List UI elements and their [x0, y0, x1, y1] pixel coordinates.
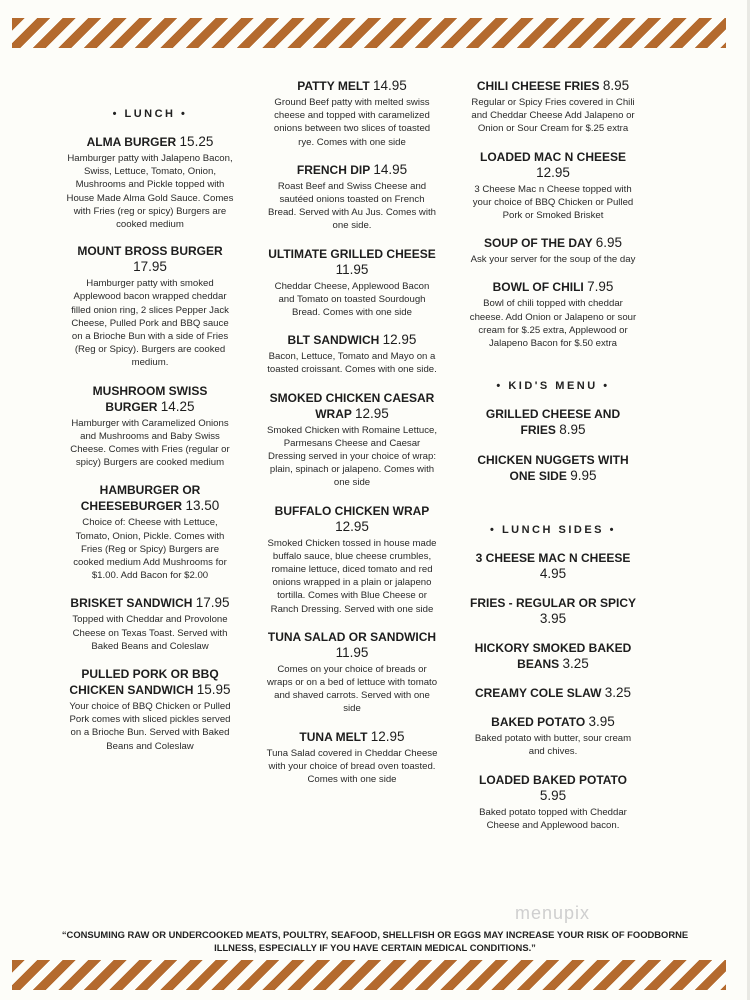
- menu-item: [468, 640, 638, 672]
- item-price: 3.25: [604, 685, 632, 701]
- menu-item: [66, 243, 234, 369]
- lunch-section-title: • LUNCH •: [112, 108, 188, 120]
- item-name: ULTIMATE GRILLED CHEESE: [268, 246, 436, 261]
- item-description: Topped with Cheddar and Provolone Cheese on Texas Toast. Served with Baked Beans and Coleslaw: [72, 614, 228, 652]
- item-description: Bacon, Lettuce, Tomato and Mayo on a toasted croissant. Comes with one side.: [267, 351, 437, 376]
- food-safety-warning: “CONSUMING RAW OR UNDERCOOKED MEATS, POULTRY, SEAFOOD, SHELLFISH OR EGGS MAY INCREASE YOUR RISK OF FOODBORNE ILLNESS, ESPECIALLY IF YOU HAVE CERTAIN MEDICAL CONDITIONS.”: [61, 929, 689, 953]
- item-description: Ask your server for the soup of the day: [470, 254, 636, 266]
- item-name: ALMA BURGER: [86, 135, 177, 149]
- item-description: Smoked Chicken with Romaine Lettuce, Parmesans Cheese and Caesar Dressing served in your choice of wrap: plain, spinach or jalapeno. Comes with one side: [266, 424, 438, 489]
- item-name: SMOKED CHICKEN CAESAR WRAP: [269, 390, 435, 421]
- menu-item: [468, 685, 638, 701]
- item-name: BUFFALO CHICKEN WRAP: [274, 503, 430, 518]
- item-description: Roast Beef and Swiss Cheese and sautéed onions toasted on French Bread. Served with Au Jus. Comes with one side.: [268, 180, 436, 232]
- bottom-stripe-border: [12, 960, 726, 990]
- item-name: PULLED PORK OR BBQ CHICKEN SANDWICH: [69, 667, 219, 698]
- item-name: MUSHROOM SWISS BURGER: [92, 383, 208, 414]
- item-description: Tuna Salad covered in Cheddar Cheese with your choice of bread oven toasted. Comes with one side: [266, 747, 438, 786]
- item-name: BLT SANDWICH: [287, 333, 380, 348]
- item-price: 14.25: [160, 398, 195, 414]
- appetizer-column: [468, 78, 638, 845]
- item-price: 15.95: [196, 682, 231, 698]
- item-name: BOWL OF CHILI: [492, 280, 584, 295]
- item-price: 12.95: [355, 405, 389, 421]
- item-price: 12.95: [370, 728, 405, 744]
- menu-item: [66, 666, 234, 753]
- item-description: 3 Cheese Mac n Cheese topped with your choice of BBQ Chicken or Pulled Pork or Smoked Brisket: [472, 183, 634, 222]
- menu-item: [266, 246, 438, 320]
- item-price: 14.95: [373, 161, 408, 177]
- item-name: BRISKET SANDWICH: [70, 596, 193, 611]
- item-name: LOADED BAKED POTATO: [478, 772, 627, 787]
- menu-item: [66, 595, 234, 653]
- item-price: 8.95: [602, 78, 630, 93]
- item-price: 13.50: [185, 498, 220, 514]
- item-name: LOADED MAC N CHEESE: [479, 149, 626, 164]
- item-name: HICKORY SMOKED BAKED BEANS: [474, 641, 632, 672]
- menu-item: [66, 482, 234, 582]
- kids-section-title: • KID'S MENU •: [496, 380, 610, 393]
- menu-item: [468, 452, 638, 484]
- menupix-watermark: menupix: [515, 903, 591, 923]
- menu-item: [468, 550, 638, 582]
- item-description: Bowl of chili topped with cheddar cheese. Add Onion or Jalapeno or sour cream for $.25 extra, Applewood or Jalapeno Bacon for $.50 extra: [469, 298, 637, 350]
- item-price: 15.25: [179, 134, 214, 149]
- item-description: Hamburger patty with smoked Applewood bacon wrapped cheddar filled onion ring, 2 slices Pepper Jack Cheese, Pulled Pork and BBQ sauce on a Brioche Bun with a side of Fries (Reg or Spicy). Burgers are cooked medium.: [71, 278, 229, 369]
- item-name: TUNA MELT: [299, 729, 368, 744]
- item-price: 4.95: [539, 566, 567, 582]
- menu-item: [266, 729, 438, 787]
- item-price: 11.95: [335, 644, 369, 660]
- item-description: Your choice of BBQ Chicken or Pulled Pork comes with sliced pickles served on a Brioche Bun. Served with Baked Beans and Coleslaw: [69, 701, 231, 752]
- item-price: 12.95: [335, 518, 369, 534]
- item-description: Comes on your choice of breads or wraps or on a bed of lettuce with tomato and shaved carrots. Served with one side: [266, 663, 438, 715]
- item-price: 14.95: [373, 78, 407, 93]
- item-name: GRILLED CHEESE AND FRIES: [485, 407, 621, 438]
- item-price: 8.95: [559, 422, 586, 438]
- item-price: 3.25: [562, 656, 589, 672]
- item-price: 7.95: [587, 279, 614, 295]
- menu-item: [266, 162, 438, 233]
- menu-item: [468, 406, 638, 438]
- item-name: MOUNT BROSS BURGER: [77, 244, 223, 259]
- item-name: SOUP OF THE DAY: [483, 236, 593, 251]
- menu-item: [266, 78, 438, 149]
- item-name: CHILI CHEESE FRIES: [476, 79, 600, 93]
- lunch-column: [66, 108, 234, 766]
- menu-item: [468, 772, 638, 832]
- menu-item: [66, 134, 234, 231]
- item-price: 17.95: [133, 259, 167, 275]
- menu-item: [468, 78, 638, 136]
- item-price: 11.95: [335, 261, 369, 277]
- sides-section-title: • LUNCH SIDES •: [490, 524, 616, 537]
- item-description: Choice of: Cheese with Lettuce, Tomato, Onion, Pickle. Comes with Fries (Reg or Spicy) Burgers are cooked medium Add Mushrooms for $1.00. Add Bacon for $2.00: [73, 517, 227, 582]
- item-description: Hamburger with Caramelized Onions and Mushrooms and Baby Swiss Cheese. Comes with Fries (regular or spicy) Burgers are cooked medium: [70, 417, 230, 469]
- item-description: Baked potato with butter, sour cream and chives.: [474, 733, 632, 758]
- item-description: Cheddar Cheese, Applewood Bacon and Tomato on toasted Sourdough Bread. Comes with one side: [274, 280, 430, 319]
- item-description: Ground Beef patty with melted swiss cheese and topped with caramelized onions between two slices of toasted rye. Comes with one side: [273, 97, 431, 148]
- item-name: HAMBURGER OR CHEESEBURGER: [80, 483, 201, 514]
- menu-item: [468, 595, 638, 627]
- sandwich-column: [266, 78, 438, 799]
- item-name: CREAMY COLE SLAW: [474, 686, 602, 701]
- menu-item: [266, 629, 438, 716]
- item-price: 9.95: [570, 468, 597, 484]
- item-price: 17.95: [195, 595, 230, 611]
- item-name: FRENCH DIP: [296, 162, 370, 177]
- item-price: 5.95: [539, 787, 567, 803]
- menu-item: [468, 714, 638, 758]
- item-description: Smoked Chicken tossed in house made buffalo sauce, blue cheese crumbles, romaine lettuce, diced tomato and red onions wrapped in a plain or jalapeno tortilla. Comes with Blue Cheese or Ranch Dressing. Served with one side: [267, 537, 437, 615]
- item-description: Baked potato topped with Cheddar Cheese and Applewood bacon.: [479, 806, 627, 831]
- menu-item: [266, 390, 438, 490]
- menu-item: [468, 235, 638, 266]
- item-name: TUNA SALAD OR SANDWICH: [267, 629, 437, 644]
- item-price: 12.95: [536, 164, 570, 180]
- item-price: 6.95: [595, 235, 623, 251]
- item-description: Regular or Spicy Fries covered in Chili and Cheddar Cheese Add Jalapeno or Onion or Sour Cream for $.25 extra: [471, 97, 635, 135]
- item-price: 12.95: [382, 332, 417, 348]
- menu-item: [468, 149, 638, 223]
- item-name: FRIES - REGULAR OR SPICY: [469, 596, 636, 611]
- item-price: 3.95: [588, 714, 615, 730]
- item-name: CHICKEN NUGGETS WITH ONE SIDE: [477, 453, 629, 484]
- item-name: PATTY MELT: [297, 79, 370, 93]
- menu-item: [468, 279, 638, 350]
- item-price: 3.95: [539, 611, 567, 627]
- item-description: Hamburger patty with Jalapeno Bacon, Swiss, Lettuce, Tomato, Onion, Mushrooms and Pickle topped with House Made Alma Gold Sauce. Comes with Fries (reg or spicy) Burgers are cooked medium: [66, 153, 234, 231]
- menu-item: [66, 383, 234, 470]
- item-name: BAKED POTATO: [491, 715, 586, 730]
- top-stripe-border: [12, 18, 726, 48]
- item-name: 3 CHEESE MAC N CHEESE: [475, 551, 631, 566]
- menu-item: [266, 332, 438, 376]
- menu-item: [266, 503, 438, 616]
